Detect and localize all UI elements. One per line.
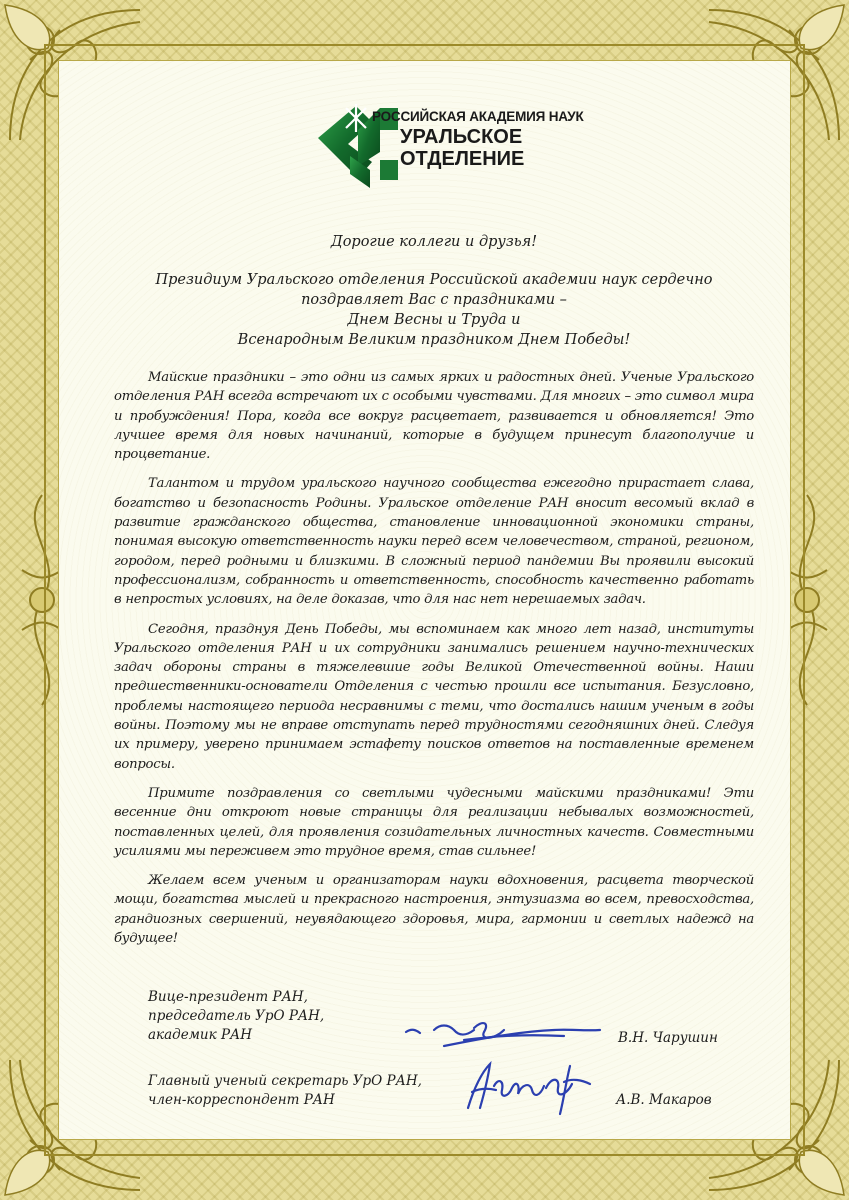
title-line: академик РАН — [148, 1027, 253, 1043]
logo-text — [372, 110, 584, 169]
logo — [318, 100, 584, 190]
title-line: Вице-президент РАН, — [148, 989, 308, 1005]
title-line: председатель УрО РАН, — [148, 1008, 325, 1024]
signatory-name: В.Н. Чарушин — [618, 1030, 718, 1046]
title-line: Главный ученый секретарь УрО РАН, — [148, 1073, 422, 1089]
intro-line: Президиум Уральского отделения Российской академии наук сердечно — [155, 272, 713, 288]
signature-image — [460, 1058, 600, 1116]
paragraph: Сегодня, празднуя День Победы, мы вспоминаем как много лет назад, институты Уральского отделения РАН и их сотрудники занимались решением научно-технических задач обороны страны в тяжелевшие годы Великой Отечественной войны. Наши предшественники-основатели Отделения с честью прошли все испытания. Безусловно, проблемы настоящего периода несравнимы с теми, что достались нашим ученым в годы войны. Поэтому мы не вправе отступать перед трудностями сегодняшних дней. Следуя их примеру, уверено принимаем эстафету поисков ответов на поставленные временем вопросы. — [114, 621, 754, 772]
signature-image — [404, 1010, 604, 1056]
paragraph: Талантом и трудом уральского научного сообщества ежегодно прирастает слава, богатство и безопасность Родины. Уральское отделение РАН вносит весомый вклад в развитие гражданского общества, становление инновационной экономики страны, понимая высокую ответственность науки перед всем человечеством, страной, регионом, городом, перед родными и близкими. В сложный период пандемии Вы проявили высокий профессионализм, собранность и ответственность, способность качественно работать в непростых условиях, на деле доказав, что для нас нет нерешаемых задач. — [114, 476, 754, 608]
title-line: член-корреспондент РАН — [148, 1092, 335, 1108]
signatory-title — [148, 988, 324, 1045]
logo-line-ural: УРАЛЬСКОЕ — [400, 125, 523, 148]
intro-line: Всенародным Великим праздником Днем Победы! — [237, 332, 631, 348]
intro-line: поздравляет Вас с праздниками – — [301, 292, 567, 308]
intro-line: Днем Весны и Труда и — [347, 312, 521, 328]
paragraph: Майские праздники – это одни из самых ярких и радостных дней. Ученые Уральского отделения РАН всегда встречают их с особыми чувствами. Для многих – это символ мира и пробуждения! Пора, когда все вокруг расцветает, развивается и обновляется! Это лучшее время для новых начинаний, которые в будущем принесут благополучие и процветание. — [114, 370, 754, 463]
signatory-title — [148, 1072, 422, 1110]
logo-line-branch: ОТДЕЛЕНИЕ — [400, 147, 525, 170]
greeting: Дорогие коллеги и друзья! — [330, 234, 538, 250]
paragraph: Желаем всем ученым и организаторам науки вдохновения, расцвета творческой мощи, богатства мыслей и прекрасного настроения, энтузиазма во всем, превосходства, грандиозных свершений, неувядающего здоровья, мира, гармонии и светлых надежд на будущее! — [114, 873, 754, 947]
signatures — [148, 988, 748, 1118]
paragraph: Примите поздравления со светлыми чудесными майскими праздниками! Эти весенние дни откроют новые страницы для реализации небывалых возможностей, поставленных целей, для проявления созидательных личностных качеств. Совместными усилиями мы переживем это трудное время, став сильнее! — [114, 785, 754, 859]
letter-body — [114, 232, 754, 958]
signatory-name: А.В. Макаров — [616, 1092, 712, 1108]
logo-line-academy: РОССИЙСКАЯ АКАДЕМИЯ НАУК — [372, 109, 584, 124]
intro-block — [114, 270, 754, 350]
